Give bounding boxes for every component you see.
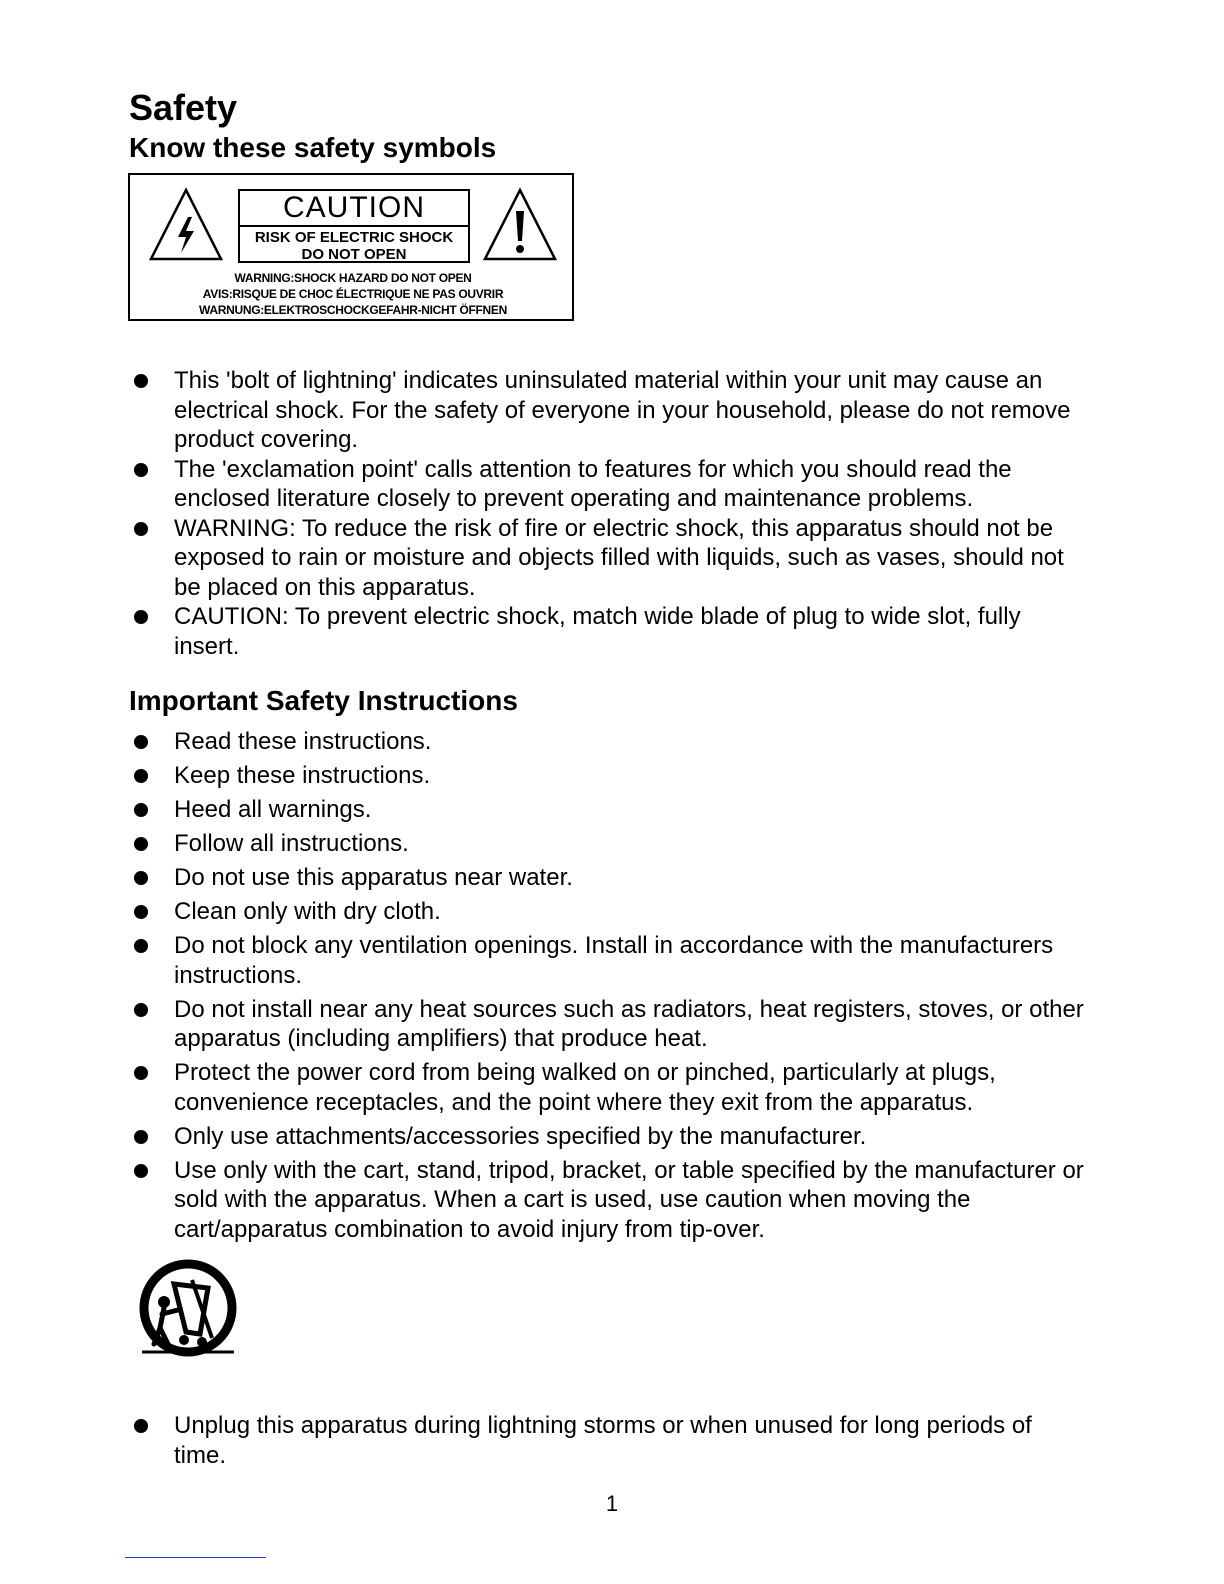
bullet-icon — [134, 871, 148, 885]
list-item: The 'exclamation point' calls attention to features for which you should read the enclosed literature closely to prevent operating and maintenance problems. — [130, 455, 1090, 514]
bullet-icon — [134, 463, 148, 477]
list-item: Protect the power cord from being walked on or pinched, particularly at plugs, convenience receptacles, and the point where they exit from the apparatus. — [130, 1058, 1090, 1117]
caution-heading: CAUTION — [240, 191, 468, 227]
list-item: Do not install near any heat sources such as radiators, heat registers, stoves, or other apparatus (including amplifiers) that produce heat. — [130, 995, 1090, 1054]
bullet-icon — [134, 803, 148, 817]
safety-symbols-subtitle: Know these safety symbols — [129, 132, 497, 163]
list-item: Heed all warnings. — [130, 795, 1090, 825]
lightning-bolt-warning-icon — [148, 187, 224, 263]
instructions-heading: Important Safety Instructions — [129, 685, 518, 716]
list-item: This 'bolt of lightning' indicates uninsulated material within your unit may cause an electrical shock. For the safety of everyone in your household, please do not remove product covering. — [130, 366, 1090, 455]
bullet-icon — [134, 1164, 148, 1178]
page-title: Safety — [129, 87, 238, 128]
list-item: CAUTION: To prevent electric shock, match wide blade of plug to wide slot, fully insert. — [130, 602, 1090, 661]
bullet-icon — [134, 374, 148, 388]
list-item: Clean only with dry cloth. — [130, 897, 1090, 927]
bullet-icon — [134, 1003, 148, 1017]
list-item: Unplug this apparatus during lightning storms or when unused for long periods of time. — [130, 1411, 1090, 1470]
list-item: WARNING: To reduce the risk of fire or electric shock, this apparatus should not be exposed to rain or moisture and objects filled with liquids, such as vases, should not be placed on this apparatus. — [130, 514, 1090, 603]
bullet-icon — [134, 610, 148, 624]
caution-line-1: RISK OF ELECTRIC SHOCK — [254, 229, 454, 246]
page-number: 1 — [605, 1491, 619, 1516]
bullet-icon — [134, 1419, 148, 1433]
footer-divider — [125, 1557, 266, 1558]
list-item: Do not block any ventilation openings. Install in accordance with the manufacturers instructions. — [130, 931, 1090, 990]
cart-tip-over-warning-icon — [134, 1258, 242, 1362]
caution-line-2: DO NOT OPEN — [301, 246, 407, 263]
caution-box — [238, 189, 470, 263]
bullet-icon — [134, 769, 148, 783]
caution-label — [128, 173, 574, 321]
list-item: Use only with the cart, stand, tripod, bracket, or table specified by the manufacturer or sold with the apparatus. When a cart is used, use caution when moving the cart/apparatus combination to avoid injury from tip-over. — [130, 1156, 1090, 1245]
list-item: Do not use this apparatus near water. — [130, 863, 1090, 893]
bullet-icon — [134, 837, 148, 851]
bullet-icon — [134, 939, 148, 953]
exclamation-warning-icon — [482, 187, 558, 263]
warning-line-fr: AVIS:RISQUE DE CHOC ÉLECTRIQUE NE PAS OUVRIR — [202, 287, 504, 301]
list-item: Only use attachments/accessories specified by the manufacturer. — [130, 1122, 1090, 1152]
final-instruction-list — [130, 1411, 1090, 1470]
bullet-icon — [134, 1130, 148, 1144]
bullet-icon — [134, 1066, 148, 1080]
warning-line-de: WARNUNG:ELEKTROSCHOCKGEFAHR-NICHT ÖFFNEN — [199, 303, 507, 317]
bullet-icon — [134, 522, 148, 536]
list-item: Keep these instructions. — [130, 761, 1090, 791]
list-item: Read these instructions. — [130, 727, 1090, 757]
warning-line-en: WARNING:SHOCK HAZARD DO NOT OPEN — [234, 271, 472, 285]
bullet-icon — [134, 735, 148, 749]
symbol-notes-list — [130, 366, 1090, 661]
instructions-list — [130, 727, 1090, 1249]
multilingual-warnings — [130, 270, 576, 318]
bullet-icon — [134, 905, 148, 919]
list-item: Follow all instructions. — [130, 829, 1090, 859]
